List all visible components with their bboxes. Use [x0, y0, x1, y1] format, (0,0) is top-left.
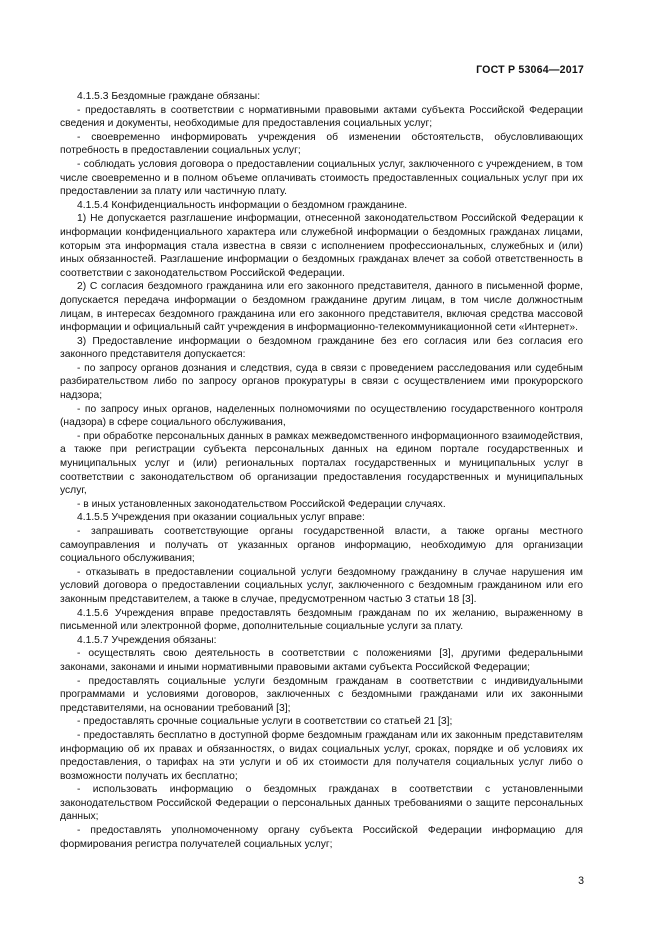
paragraph: - соблюдать условия договора о предоставлении социальных услуг, заключенного с учреждением, в том числе своевременно и в полном объеме оплачивать стоимость предоставленных социальных услуг при их предоставлении за плату или частичную плату. [60, 158, 583, 198]
paragraph: - осуществлять свою деятельность в соответствии с положениями [3], другими федеральными законами, законами и иными нормативными правовыми актами субъекта Российской Федерации; [60, 648, 583, 673]
document-body [60, 90, 583, 851]
paragraph: 2) С согласия бездомного гражданина или его законного представителя, данного в письменной форме, допускается передача информации о бездомном гражданине другим лицам, в том числе должностным лицам, в интересах бездомного гражданина или его законного представителя, включая средства массовой информации и официальный сайт учреждения в информационно-телекоммуникационной сети «Интернет». [60, 281, 583, 334]
paragraph: - использовать информацию о бездомных гражданах в соответствии с установленными законодательством Российской Федерации о персональных данных требованиями о защите персональных данных; [60, 784, 583, 823]
paragraph: - в иных установленных законодательством Российской Федерации случаях. [77, 498, 446, 510]
paragraph: - по запросу органов дознания и следствия, суда в связи с проведением расследования или судебным разбирательством либо по запросу органов прокуратуры в связи с осуществлением ими прокурорского надзора; [60, 362, 583, 402]
paragraph: - отказывать в предоставлении социальной услуги бездомному гражданину в случае нарушения им условий договора о предоставлении социальных услуг, заключенного с бездомным гражданином или его законным представителем, а также в случае, предусмотренном частью 3 статьи 18 [3]. [60, 566, 583, 605]
paragraph: - запрашивать соответствующие органы государственной власти, а также органы местного самоуправления и получать от указанных органов информацию, необходимую для организации социального обслуживания; [60, 526, 583, 565]
paragraph: - при обработке персональных данных в рамках межведомственного информационного взаимодействия, а также при регистрации субъекта персональных данных на едином портале государственных и муниципальных услуг и (или) региональных порталах государственных и муниципальных услуг в соответствии с законодательством об организации предоставления государственных и муниципальных услуг, [60, 430, 583, 497]
page-number: 3 [578, 875, 584, 887]
paragraph: - предоставлять срочные социальные услуги в соответствии со статьей 21 [3]; [77, 716, 453, 728]
paragraph: - по запросу иных органов, наделенных полномочиями по осуществлению государственного контроля (надзора) в сфере социального обслуживания, [60, 403, 583, 429]
paragraph: 1) Не допускается разглашение информации, отнесенной законодательством Российской Федерации к информации конфиденциального характера или служебной информации о бездомных гражданах лицами, которым эта информация стала известна в связи с исполнением профессиональных, служебных и (или) иных обязанностей. Разглашение информации о бездомных гражданах влечет за собой ответственность в соответствии с законодательством Российской Федерации. [60, 213, 583, 279]
paragraph: 4.1.5.7 Учреждения обязаны: [77, 634, 217, 646]
paragraph: - своевременно информировать учреждения об изменении обстоятельств, обусловливающих потребность в предоставлении социальных услуг; [60, 131, 583, 157]
paragraph: - предоставлять в соответствии с нормативными правовыми актами субъекта Российской Федерации сведения и документы, необходимые для предоставления социальных услуг; [60, 104, 583, 130]
standard-number: ГОСТ Р 53064—2017 [476, 64, 584, 76]
paragraph: 4.1.5.4 Конфиденциальность информации о бездомном гражданине. [77, 199, 408, 211]
paragraph: - предоставлять бесплатно в доступной форме бездомным гражданам или их законным представителям информацию об их правах и обязанностях, о видах социальных услуг, сроках, порядке и об условиях их предоставления, о тарифах на эти услуги и об их стоимости для получателя социальных услуг либо о возможности получать их бесплатно; [60, 729, 583, 782]
paragraph: - предоставлять социальные услуги бездомным гражданам в соответствии с индивидуальными программами и условиями договоров, заключенных с бездомными гражданами или их законными представителями, на основании требований [3]; [60, 675, 583, 714]
paragraph: 3) Предоставление информации о бездомном гражданине без его согласия или без согласия его законного представителя допускается: [60, 335, 583, 361]
paragraph: 4.1.5.5 Учреждения при оказании социальных услуг вправе: [77, 512, 365, 524]
paragraph: 4.1.5.3 Бездомные граждане обязаны: [77, 91, 261, 102]
paragraph: - предоставлять уполномоченному органу субъекта Российской Федерации информацию для формирования регистра получателей социальных услуг; [60, 825, 583, 850]
paragraph: 4.1.5.6 Учреждения вправе предоставлять бездомным гражданам по их желанию, выраженному в письменной или электронной форме, дополнительные социальные услуги за плату. [60, 607, 583, 633]
